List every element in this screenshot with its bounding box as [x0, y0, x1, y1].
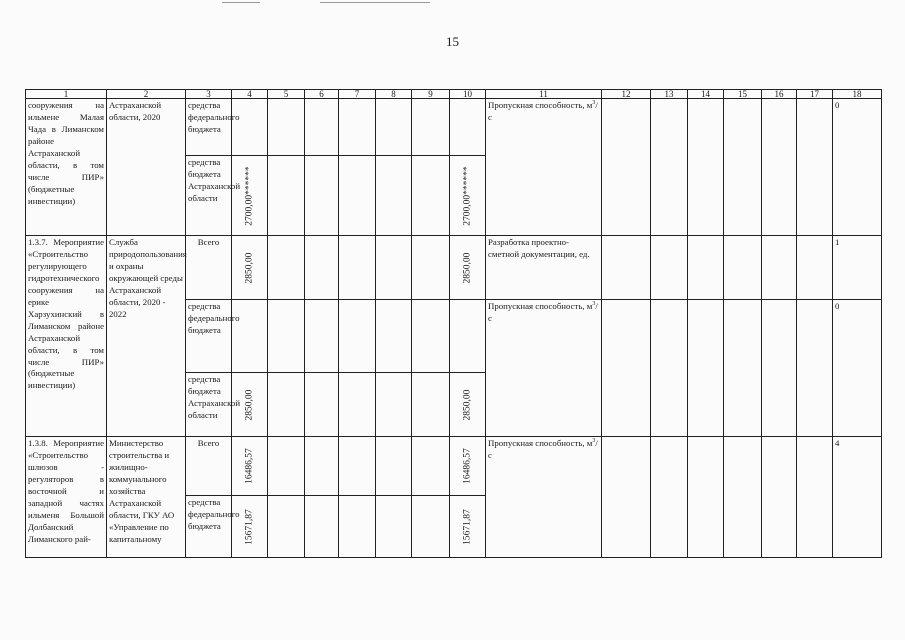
- amount-value: 2850,00: [462, 389, 473, 420]
- measures-table: [25, 89, 882, 558]
- table-row: [26, 437, 882, 496]
- amount-cell: [450, 437, 486, 496]
- col-number-1: 1: [26, 90, 107, 99]
- col-number-14: 14: [688, 90, 724, 99]
- indicator-value: 0: [833, 99, 882, 236]
- col-number-3: 3: [186, 90, 232, 99]
- funding-source: средства федерального бюджета: [186, 99, 232, 156]
- indicator-name: Пропускная способность, $м^3/с$: [486, 99, 602, 236]
- col-number-17: 17: [797, 90, 833, 99]
- funding-source: средства федерального бюджета: [186, 496, 232, 558]
- amount-cell: [232, 236, 268, 300]
- amount-cell: [232, 437, 268, 496]
- amount-cell: [450, 156, 486, 236]
- funding-source-total: Всего: [186, 437, 232, 496]
- table-row: [26, 99, 882, 156]
- col-number-10: 10: [450, 90, 486, 99]
- amount-value: 2700,00******: [244, 165, 255, 226]
- column-number-row: [26, 90, 882, 99]
- col-number-13: 13: [651, 90, 688, 99]
- amount-value: 2700,00******: [462, 165, 473, 226]
- funding-source: средства федерального бюджета: [186, 300, 232, 373]
- measure-description: 1.3.7. Мероприятие «Строительство регулирующего гидротехнического сооружения на ерике Харзухинский в Лиманском районе Астраханской области, в том числе ПИР» (бюджетные инвестиции): [26, 236, 107, 437]
- indicator-name: Пропускная способность, $м^3/с$: [486, 300, 602, 437]
- amount-cell: [232, 496, 268, 558]
- executor-period: Министерство строительства и жилищно-коммунального хозяйства Астраханской области, ГКУ АО «Управление по капитальному: [107, 437, 186, 558]
- col-number-16: 16: [762, 90, 797, 99]
- executor-period: Астраханской области, 2020: [107, 99, 186, 236]
- col-number-5: 5: [268, 90, 305, 99]
- col-number-15: 15: [724, 90, 762, 99]
- col-number-7: 7: [339, 90, 376, 99]
- col-number-9: 9: [412, 90, 450, 99]
- indicator-value: 1: [833, 236, 882, 300]
- col-number-12: 12: [602, 90, 651, 99]
- amount-value: 2850,00: [244, 252, 255, 283]
- funding-source: средства бюджета Астраханской области: [186, 373, 232, 437]
- scan-artifact-line: [222, 2, 260, 3]
- col-number-6: 6: [305, 90, 339, 99]
- amount-value: 15671,87: [244, 508, 255, 545]
- scan-artifact-line: [320, 2, 430, 3]
- measure-description: 1.3.8. Мероприятие «Строительство шлюзов - регуляторов в восточной и западной частях ильменя Большой Долбанский Лиманского рай-: [26, 437, 107, 558]
- indicator-name: Пропускная способность, $м^3/с$: [486, 437, 602, 558]
- amount-value: 2850,00: [244, 389, 255, 420]
- indicator-value: 4: [833, 437, 882, 558]
- col-number-8: 8: [376, 90, 412, 99]
- table-row: [26, 236, 882, 300]
- amount-cell: [232, 373, 268, 437]
- amount-cell: [450, 373, 486, 437]
- amount-value: 15671,87: [462, 508, 473, 545]
- col-number-18: 18: [833, 90, 882, 99]
- col-number-11: 11: [486, 90, 602, 99]
- indicator-name: Разработка проектно-сметной документации, ед.: [486, 236, 602, 300]
- funding-source: средства бюджета Астраханской области: [186, 156, 232, 236]
- amount-cell: [232, 156, 268, 236]
- amount-value: 2850,00: [462, 252, 473, 283]
- executor-period: Служба природопользования и охраны окружающей среды Астраханской области, 2020 - 2022: [107, 236, 186, 437]
- amount-value: 16486,57: [462, 448, 473, 484]
- amount-cell: [450, 236, 486, 300]
- amount-value: 16486,57: [244, 448, 255, 484]
- funding-source-total: Всего: [186, 236, 232, 300]
- measure-description: сооружения на ильмене Малая Чада в Лиманском районе Астраханской области, в том числе ПИР» (бюджетные инвестиции): [26, 99, 107, 236]
- indicator-value: 0: [833, 300, 882, 437]
- col-number-4: 4: [232, 90, 268, 99]
- col-number-2: 2: [107, 90, 186, 99]
- page-number: 15: [446, 34, 459, 49]
- amount-cell: [450, 496, 486, 558]
